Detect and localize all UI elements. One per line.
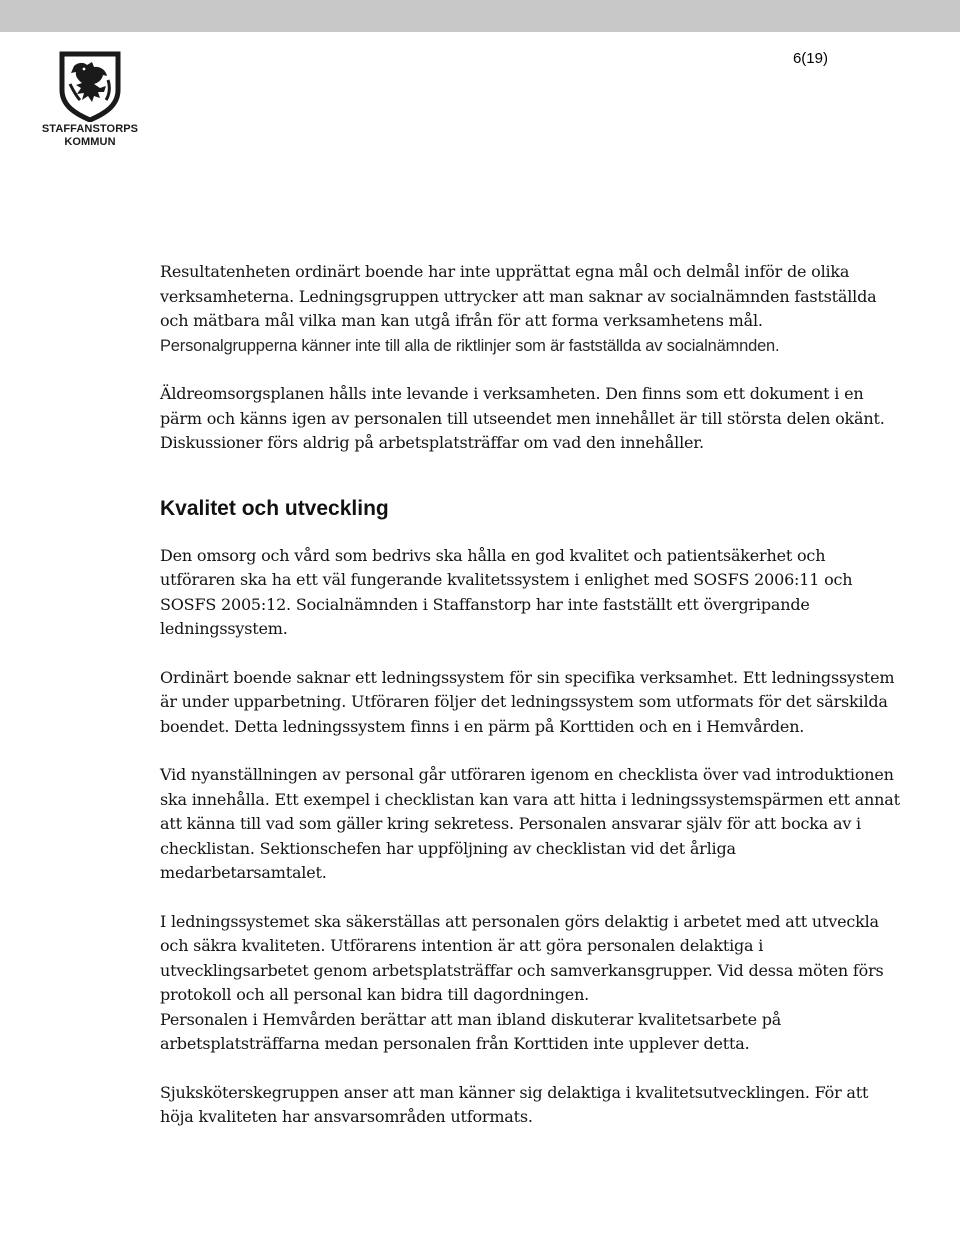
top-bar <box>0 0 960 32</box>
section-heading: Kvalitet och utveckling <box>160 496 389 520</box>
paragraph-staff-involvement: I ledningssystemet ska säkerställas att personalen görs delaktig i arbetet med att utveckla och säkra kvaliteten. Utförarens intention är att göra personalen delaktiga i utvecklingsarbetet genom arbetsplatsträffar och samverkansgrupper. Vid dessa möten förs protokoll och all personal kan bidra till dagordningen. <box>160 911 884 1004</box>
paragraph-elderly-care-plan: Äldreomsorgsplanen hålls inte levande i verksamheten. Den finns som ett dokument i en pärm och känns igen av personalen till utseendet men innehållet är till största delen okänt. Diskussioner förs aldrig på arbetsplatsträffar om vad den innehåller. <box>160 384 885 452</box>
paragraph-goals-text: Resultatenheten ordinärt boende har inte upprättat egna mål och delmål inför de olika verksamheterna. Ledningsgruppen uttrycker att man saknar av socialnämnden fastställda och mätbara mål vilka man kan utgå ifrån för att forma verksamhetens mål. <box>160 262 877 330</box>
page-number: 6(19) <box>792 50 828 67</box>
logo-name-line2: KOMMUN <box>64 136 116 148</box>
logo-name-line1: STAFFANSTORPS <box>41 123 139 135</box>
paragraph-checklist: Vid nyanställningen av personal går utföraren igenom en checklista över vad introduktionen ska innehålla. Ett exempel i checklistan kan vara att hitta i ledningssystemspärmen ett annat att känna till vad som gäller kring sekretess. Personalen ansvarar själv för att bocka av i checklistan. Sektionschefen har uppföljning av checklistan vid det årliga medarbetarsamtalet. <box>160 765 900 882</box>
paragraph-goals <box>160 260 900 358</box>
paragraph-management-system: Ordinärt boende saknar ett ledningssystem för sin specifika verksamhet. Ett ledningssystem är under upparbetning. Utföraren följer det ledningssystem som utformats för det särskilda boendet. Detta ledningssystem finns i en pärm på Korttiden och en i Hemvården. <box>160 667 895 736</box>
document-body <box>160 260 900 1130</box>
municipality-logo <box>40 50 140 150</box>
paragraph-goals-guidelines: Personalgrupperna känner inte till alla de riktlinjer som är fastställda av socialnämnden. <box>160 336 780 355</box>
paragraph-quality-system: Den omsorg och vård som bedrivs ska hålla en god kvalitet och patientsäkerhet och utföraren ska ha ett väl fungerande kvalitetssystem i enlighet med SOSFS 2006:11 och SOSFS 2005:12. Socialnämnden i Staffanstorp har inte fastställt ett övergripande ledningssystem. <box>160 545 853 638</box>
paragraph-home-care: Personalen i Hemvården berättar att man ibland diskuterar kvalitetsarbete på arbetsplatsträffarna medan personalen från Korttiden inte upplever detta. <box>160 1009 782 1053</box>
griffin-shield-icon <box>40 50 140 122</box>
paragraph-nurses: Sjuksköterskegruppen anser att man känner sig delaktiga i kvalitetsutvecklingen. För att höja kvaliteten har ansvarsområden utformats. <box>160 1082 869 1126</box>
